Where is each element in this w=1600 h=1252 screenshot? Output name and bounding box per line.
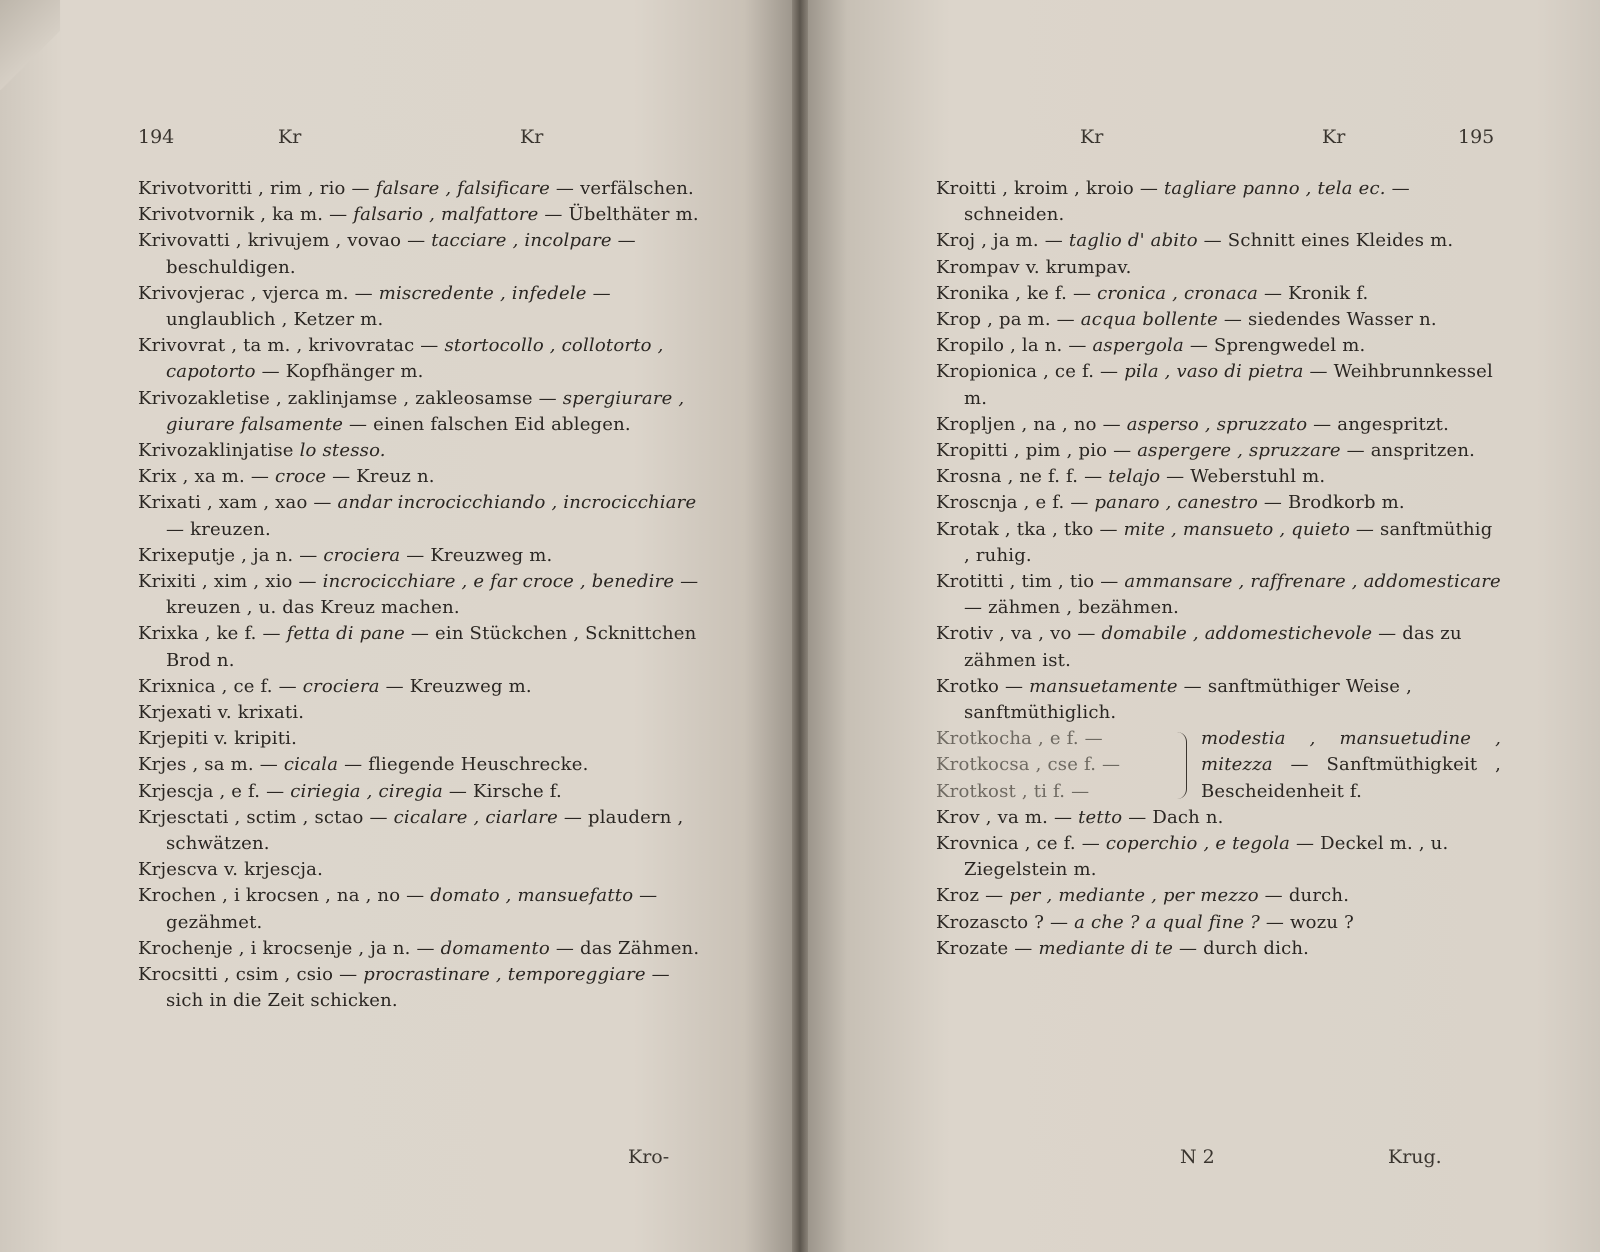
headword: Krivozaklinjatise [138,440,294,462]
curly-brace [1172,732,1187,799]
right-catchword: Krug. [1388,1146,1442,1168]
dictionary-entry [138,490,703,542]
headword: Krivotvornik , ka m. — [138,204,348,226]
german-gloss: durch. [1288,885,1350,907]
dictionary-entry [138,202,703,228]
german-gloss: plaudern , schwätzen. [166,806,684,855]
dictionary-entry [138,176,703,202]
german-gloss: Kopfhänger m. [285,361,424,383]
italian-gloss: tagliare panno , tela ec. [1163,178,1386,199]
dictionary-entry [138,779,703,805]
italian-gloss: lo stesso. [299,440,386,462]
headword: Krivovatti , krivujem , vovao — [138,230,426,252]
headword: Krixnica , ce f. — [138,675,297,697]
german-gloss: Deckel m. , u. Ziegelstein m. [964,833,1449,881]
headword: Krixati , xam , xao — [138,492,332,514]
dictionary-entry [138,700,703,726]
headword: Kroscnja , e f. — [936,492,1089,514]
german-gloss: Kreuz n. [356,466,435,488]
headword: Kropilo , la n. — [936,335,1087,357]
headword: Krochenje , i krocsenje , ja n. — [138,937,435,959]
italian-gloss: stortocollo , collotorto , capotorto — [166,335,664,383]
dictionary-entry [138,621,703,673]
german-gloss: Weberstuhl m. [1190,466,1326,488]
headword: Kroz — [936,885,1004,907]
italian-gloss: incrocicchiare , e far croce , benedire — [322,571,699,593]
headword: Krotak , tka , tko — [936,518,1118,540]
dictionary-entry [936,464,1501,490]
left-header-left: Kr [278,126,302,148]
headword: Krotko — [936,675,1024,697]
german-gloss: Brodkorb m. [1288,492,1405,514]
italian-gloss: asperso , spruzzato — [1126,413,1332,435]
headword: Kroitti , kroim , kroio — [936,178,1159,199]
left-header-right: Kr [520,126,544,148]
dictionary-entry [138,281,703,333]
right-entries [936,176,1501,962]
italian-gloss: taglio d' abito — [1068,230,1222,252]
grouped-headwords [936,726,1172,805]
headword: Krjesctati , sctim , sctao — [138,806,388,828]
headword: Kropljen , na , no — [936,413,1121,435]
left-page-number: 194 [138,126,175,148]
italian-gloss: mediante di te — [1038,937,1198,959]
italian-gloss: acqua bollente — [1080,309,1243,331]
headword: Krivotvoritti , rim , rio — [138,178,370,199]
dictionary-entry [936,805,1501,831]
grouped-german: Sanftmüthigkeit , Bescheidenheit f. [1201,754,1502,802]
italian-gloss: pila , vaso di pietra — [1124,361,1328,383]
italian-gloss: domato , mansuefatto — [430,885,658,907]
dictionary-entry [138,962,703,1014]
german-gloss: durch dich. [1203,937,1310,959]
italian-gloss: coperchio , e tegola — [1105,833,1315,855]
right-header-right: Kr [1322,126,1346,148]
german-gloss: Kreuzweg m. [409,675,532,697]
headword: Krotitti , tim , tio — [936,571,1119,593]
german-gloss: Kirsche f. [473,780,562,802]
italian-gloss: tacciare , incolpare — [431,230,636,252]
headword: Krixiti , xim , xio — [138,571,317,593]
italian-gloss: a che ? a qual fine ? — [1074,911,1285,933]
headword: Krovnica , ce f. — [936,833,1100,855]
dictionary-entry [936,255,1501,281]
grouped-italian: modestia , mansuetudine , mitezza — [1201,728,1501,776]
dictionary-entry [936,569,1501,621]
dictionary-entry [138,674,703,700]
headword: Krivovrat , ta m. , krivovratac — [138,335,439,357]
headword: Krixka , ke f. — [138,623,281,645]
dictionary-entry [936,517,1501,569]
german-gloss: Sprengwedel m. [1213,335,1366,357]
german-gloss: Weihbrunnkessel m. [964,361,1493,409]
italian-gloss: cicalare , ciarlare — [393,806,583,828]
dictionary-entry [138,464,703,490]
dictionary-entry [138,333,703,385]
dictionary-entry [138,228,703,280]
dictionary-entry [936,359,1501,411]
italian-gloss: ciriegia , ciregia — [290,780,468,802]
italian-gloss: panaro , canestro — [1094,492,1283,514]
dictionary-entry [936,176,1501,228]
german-gloss: siedendes Wasser n. [1248,309,1437,331]
german-gloss: ein Stückchen , Scknittchen Brod n. [166,623,697,671]
headword: Krochen , i krocsen , na , no — [138,885,425,907]
grouped-entry [936,726,1501,805]
headword: Krivozakletise , zaklinjamse , zakleosamse — [138,387,557,409]
headword: Krjexati v. krixati. [138,702,305,724]
dictionary-entry [936,333,1501,359]
dictionary-entry [138,543,703,569]
italian-gloss: tetto — [1078,806,1147,828]
italian-gloss: mite , mansueto , quieto — [1123,518,1375,540]
german-gloss: sanftmüthig , ruhig. [964,518,1493,566]
german-gloss: Schnitt eines Kleides m. [1227,230,1454,252]
dictionary-entry [138,438,703,464]
german-gloss: angespritzt. [1337,413,1449,435]
italian-gloss: crociera — [302,675,404,697]
headword: Krop , pa m. — [936,309,1075,331]
right-header-left: Kr [1080,126,1104,148]
german-gloss: zähmen , bezähmen. [988,597,1180,619]
german-gloss: fliegende Heuschrecke. [368,754,589,776]
dictionary-entry [936,674,1501,726]
italian-gloss: aspergola — [1092,335,1209,357]
dictionary-entry [138,569,703,621]
dictionary-entry [936,228,1501,254]
german-gloss: Kronik f. [1288,282,1369,304]
italian-gloss: telajo — [1108,466,1185,488]
headword: Krjepiti v. kripiti. [138,728,298,750]
headword: Krjescja , e f. — [138,780,285,802]
german-gloss: sanftmüthiger Weise , sanftmüthiglich. [964,675,1412,724]
german-gloss: Kreuzweg m. [430,544,553,566]
headword: Kroj , ja m. — [936,230,1063,252]
german-gloss: beschuldigen. [166,256,296,278]
german-gloss: sich in die Zeit schicken. [166,990,398,1012]
italian-gloss: cronica , cronaca — [1097,282,1283,304]
dictionary-entry [138,805,703,857]
italian-gloss: falsare , falsificare — [375,178,575,199]
dictionary-entry [138,883,703,935]
german-gloss: wozu ? [1290,911,1354,933]
dictionary-entry [936,621,1501,673]
dictionary-entry [936,883,1501,909]
dictionary-entry [936,307,1501,333]
dictionary-entry [138,752,703,778]
headword: Krompav v. krumpav. [936,256,1132,278]
headword: Krov , va m. — [936,806,1073,828]
headword: Krocsitti , csim , csio — [138,964,358,986]
headword: Krix , xa m. — [138,466,270,488]
german-gloss: Dach n. [1152,806,1224,828]
german-gloss: gezähmet. [166,911,263,933]
german-gloss: das Zähmen. [579,937,700,959]
headword: Kropionica , ce f. — [936,361,1119,383]
grouped-headword: Krotkost , ti f. — [936,780,1090,802]
italian-gloss: mansuetamente — [1029,675,1202,697]
italian-gloss: miscredente , infedele — [378,282,611,304]
german-gloss: kreuzen , u. das Kreuz machen. [166,597,460,619]
italian-gloss: domamento — [440,937,575,959]
italian-gloss: procrastinare , temporeggiare — [363,964,670,986]
grouped-senses [1201,726,1501,805]
german-gloss: Übelthäter m. [568,204,699,226]
italian-gloss: falsario , malfattore — [353,204,563,226]
dictionary-entry [138,857,703,883]
right-page-number: 195 [1458,126,1495,148]
italian-gloss: per , mediante , per mezzo — [1009,885,1283,907]
dictionary-entry [936,438,1501,464]
italian-gloss: aspergere , spruzzare — [1137,440,1365,462]
italian-gloss: croce — [274,466,351,488]
headword: Krozascto ? — [936,911,1069,933]
german-gloss: unglaublich , Ketzer m. [166,309,384,331]
italian-gloss: fetta di pane — [286,623,430,645]
dictionary-entry [936,936,1501,962]
german-gloss: — schneiden. [964,178,1410,226]
left-entries [138,176,703,1015]
italian-gloss: andar incrocicchiando , incrocicchiare — [166,492,697,540]
dictionary-entry [138,726,703,752]
left-page [0,0,792,1252]
dictionary-entry [936,490,1501,516]
grouped-headword: Krotkocsa , cse f. — [936,754,1121,776]
headword: Krivovjerac , vjerca m. — [138,282,373,304]
dictionary-entry [138,386,703,438]
italian-gloss: cicala — [283,754,363,776]
right-page [808,0,1600,1252]
italian-gloss: ammansare , raffrenare , addomesticare — [964,571,1501,619]
german-gloss: verfälschen. [580,178,694,199]
german-gloss: anspritzen. [1370,440,1476,462]
corner-fold [0,0,60,90]
dictionary-entry [936,412,1501,438]
book-gutter [792,0,808,1252]
dictionary-entry [936,831,1501,883]
german-gloss: das zu zähmen ist. [964,623,1462,671]
headword: Krjescva v. krjescja. [138,859,323,881]
grouped-headword: Krotkocha , e f. — [936,728,1103,750]
dictionary-entry [936,281,1501,307]
signature-mark: N 2 [1180,1146,1215,1168]
dictionary-entry [936,910,1501,936]
italian-gloss: spergiurare , giurare falsamente — [166,387,685,435]
headword: Kronika , ke f. — [936,282,1092,304]
left-catchword: Kro- [628,1146,670,1168]
german-gloss: kreuzen. [190,518,271,540]
headword: Krotiv , va , vo — [936,623,1096,645]
headword: Krosna , ne f. f. — [936,466,1103,488]
headword: Krozate — [936,937,1033,959]
headword: Kropitti , pim , pio — [936,440,1132,462]
headword: Krixeputje , ja n. — [138,544,318,566]
italian-gloss: domabile , addomestichevole — [1101,623,1397,645]
dictionary-entry [138,936,703,962]
headword: Krjes , sa m. — [138,754,278,776]
italian-gloss: crociera — [323,544,425,566]
german-gloss: einen falschen Eid ablegen. [373,413,631,435]
